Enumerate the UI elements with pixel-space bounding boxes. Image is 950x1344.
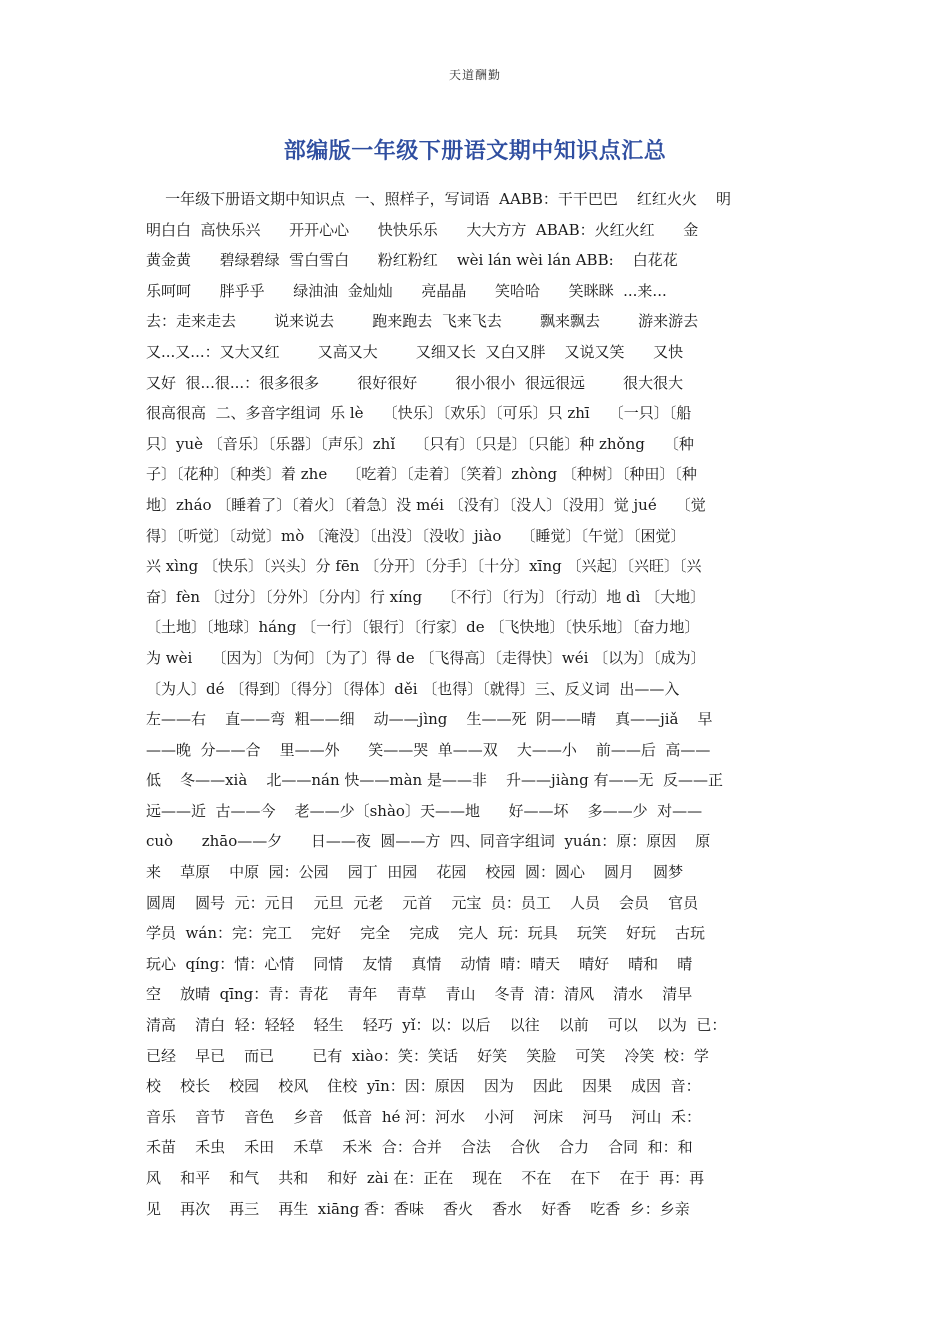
body-line: 空 放晴 qīng：青：青花 青年 青草 青山 冬青 清：清风 清水 清早 (146, 985, 693, 1004)
body-line: 圆周 圆号 元：元日 元旦 元老 元首 元宝 员：员工 人员 会员 官员 (146, 893, 699, 912)
body-line: 已经 早已 而已 已有 xiào：笑：笑话 好笑 笑脸 可笑 冷笑 校：学 (146, 1046, 709, 1065)
body-line: 低 冬——xià 北——nán 快——màn 是——非 升——jiàng 有——无 反——正 (146, 771, 724, 790)
body-line: 校 校长 校园 校风 住校 yīn：因：原因 因为 因此 因果 成因 音： (146, 1077, 701, 1096)
body-line: 兴 xìng 〔快乐〕〔兴头〕分 fēn 〔分开〕〔分手〕〔十分〕xīng 〔兴起〕〔兴旺〕〔兴 (146, 557, 702, 576)
body-line: ——晚 分——合 里——外 笑——哭 单——双 大——小 前——后 高—— (146, 740, 711, 759)
body-line: 地〕zháo 〔睡着了〕〔着火〕〔着急〕没 méi 〔没有〕〔没人〕〔没用〕觉 jué 〔觉 (146, 495, 706, 514)
body-line: 来 草原 中原 园：公园 园丁 田园 花园 校园 圆：圆心 圆月 圆梦 (146, 863, 684, 882)
body-line: 乐呵呵 胖乎乎 绿油油 金灿灿 亮晶晶 笑哈哈 笑眯眯 ...来... (146, 281, 667, 300)
body-line: 音乐 音节 音色 乡音 低音 hé 河：河水 小河 河床 河马 河山 禾： (146, 1107, 701, 1126)
body-line: 见 再次 再三 再生 xiāng 香：香味 香火 香水 好香 吃香 乡：乡亲 (146, 1199, 690, 1218)
body-line: 清高 清白 轻：轻轻 轻生 轻巧 yǐ：以：以后 以往 以前 可以 以为 已： (146, 1016, 727, 1035)
document-title: 部编版一年级下册语文期中知识点汇总 (283, 139, 667, 164)
body-line: 禾苗 禾虫 禾田 禾草 禾米 合：合并 合法 合伙 合力 合同 和：和 (146, 1138, 693, 1157)
body-line: 〔为人〕dé 〔得到〕〔得分〕〔得体〕děi 〔也得〕〔就得〕三、反义词 出——入 (146, 679, 680, 698)
body-line: 又好 很...很...：很多很多 很好很好 很小很小 很远很远 很大很大 (146, 373, 684, 392)
body-line: 为 wèi 〔因为〕〔为何〕〔为了〕得 de 〔飞得高〕〔走得快〕wéi 〔以为〕〔成为〕 (146, 648, 706, 667)
body-line: 一年级下册语文期中知识点 一、照样子，写词语 AABB：干干巴巴 红红火火 明 (146, 190, 732, 208)
body-line: 得〕〔听觉〕〔动觉〕mò 〔淹没〕〔出没〕〔没收〕jiào 〔睡觉〕〔午觉〕〔困觉〕 (146, 526, 686, 545)
body-line: 很高很高 二、多音字组词 乐 lè 〔快乐〕〔欢乐〕〔可乐〕只 zhī 〔一只〕〔船 (146, 404, 692, 423)
body-line: 玩心 qíng：情：心情 同情 友情 真情 动情 晴：晴天 晴好 晴和 晴 (146, 954, 693, 973)
body-line: 去：走来走去 说来说去 跑来跑去 飞来飞去 飘来飘去 游来游去 (146, 312, 699, 331)
body-line: 明白白 高快乐兴 开开心心 快快乐乐 大大方方 ABAB：火红火红 金 (146, 220, 699, 239)
body-line: 子〕〔花种〕〔种类〕着 zhe 〔吃着〕〔走着〕〔笑着〕zhòng 〔种树〕〔种田〕〔种 (146, 465, 697, 484)
body-line: 〔土地〕〔地球〕háng 〔一行〕〔银行〕〔行家〕de 〔飞快地〕〔快乐地〕〔奋力地〕 (146, 618, 700, 637)
body-line: 学员 wán：完：完工 完好 完全 完成 完人 玩：玩具 玩笑 好玩 古玩 (146, 924, 706, 943)
body-line: 又...又...：又大又红 又高又大 又细又长 又白又胖 又说又笑 又快 (146, 342, 684, 361)
body-line: 奋〕fèn 〔过分〕〔分外〕〔分内〕行 xíng 〔不行〕〔行为〕〔行动〕地 dì 〔大地〕 (146, 587, 706, 606)
document-body (146, 184, 810, 1224)
body-line: 风 和平 和气 共和 和好 zài 在：正在 现在 不在 在下 在于 再：再 (146, 1169, 705, 1187)
page-header: 天道酬勤 (448, 68, 501, 82)
body-line: 只〕yuè 〔音乐〕〔乐器〕〔声乐〕zhǐ 〔只有〕〔只是〕〔只能〕种 zhǒng 〔种 (146, 434, 694, 453)
body-line: cuò zhāo——夕 日——夜 圆——方 四、同音字组词 yuán：原：原因 原 (146, 832, 711, 851)
body-line: 远——近 古——今 老——少〔shào〕天——地 好——坏 多——少 对—— (146, 801, 703, 820)
body-line: 黄金黄 碧绿碧绿 雪白雪白 粉红粉红 wèi lán wèi lán ABB: 白花花 (146, 251, 678, 270)
body-line: 左——右 直——弯 粗——细 动——jìng 生——死 阴——晴 真——jiǎ 早 (146, 710, 713, 729)
